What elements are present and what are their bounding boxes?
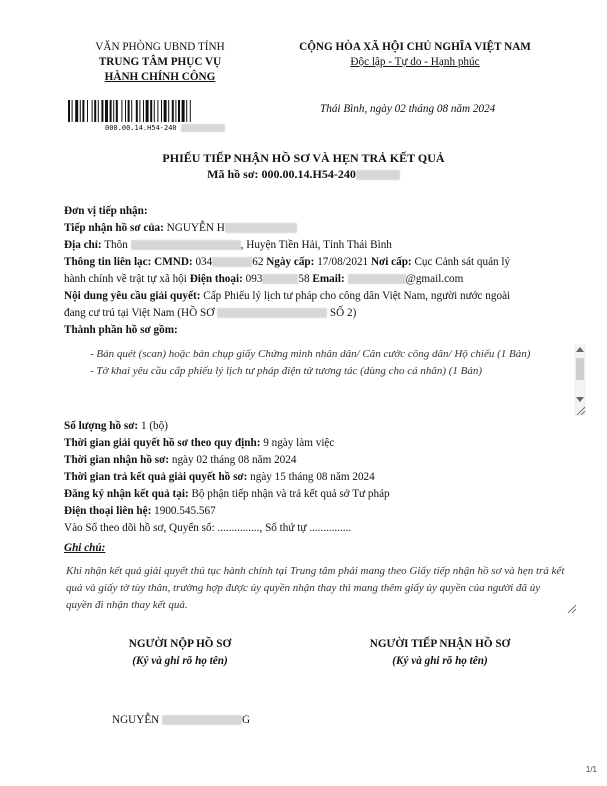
submitter-title: NGƯỜI NỘP HỒ SƠ	[128, 638, 232, 650]
cmnd-prefix: 034	[195, 256, 213, 268]
barcode-bar	[143, 100, 144, 122]
request-value: Cấp Phiếu lý lịch tư pháp cho công dân Việt Nam, người nước ngoài	[203, 290, 511, 302]
contact-row	[64, 254, 510, 271]
record-code-value: 000.00.14.H54-240	[261, 167, 356, 181]
received-value: ngày 02 tháng 08 năm 2024	[171, 454, 297, 466]
components-label: Thành phần hồ sơ gồm:	[64, 324, 178, 336]
phone-suffix: 58	[298, 273, 310, 285]
received-label: Thời gian nhận hồ sơ:	[64, 454, 170, 466]
national-motto: Độc lập - Tự do - Hạnh phúc	[350, 56, 480, 68]
cmnd-suffix: 62	[252, 256, 264, 268]
redacted-block	[348, 274, 406, 284]
document-title-block	[0, 150, 607, 182]
barcode-bar	[113, 100, 114, 122]
barcode-bar	[92, 100, 93, 122]
issue-place-value-2: hành chính về trật tự xã hội	[64, 273, 187, 285]
duration-label: Thời gian giải quyết hồ sơ theo quy định:	[64, 437, 261, 449]
barcode-bar	[175, 100, 176, 122]
barcode-bar	[110, 100, 112, 122]
document-title: PHIẾU TIẾP NHẬN HỒ SƠ VÀ HẸN TRẢ KẾT QUẢ	[162, 151, 445, 165]
barcode-bar	[136, 100, 138, 122]
barcode-bar	[146, 100, 149, 122]
redacted-block	[262, 274, 298, 284]
return-label: Thời gian trả kết quả giải quyết hồ sơ:	[64, 471, 248, 483]
agency-line-3-wrap	[60, 70, 260, 85]
redacted-block	[225, 223, 297, 233]
barcode-bar	[157, 100, 158, 122]
barcode-bar	[80, 100, 81, 122]
receiver-hint: (Ký và ghi rõ họ tên)	[392, 655, 488, 667]
address-row	[64, 237, 392, 254]
quantity-label: Số lượng hồ sơ:	[64, 420, 139, 432]
submitter-hint: (Ký và ghi rõ họ tên)	[132, 655, 228, 667]
phone-label: Điện thoại:	[189, 273, 243, 285]
record-code-label: Mã hồ sơ:	[207, 167, 259, 181]
scroll-down-icon[interactable]	[576, 397, 584, 402]
scroll-up-icon[interactable]	[576, 347, 584, 352]
issue-place-value: Cục Cảnh sát quản lý	[414, 256, 511, 268]
resize-handle-icon[interactable]	[566, 603, 576, 613]
receiver-title: NGƯỜI TIẾP NHẬN HỒ SƠ	[369, 638, 511, 650]
barcode-bar	[87, 100, 88, 122]
submitter-name	[112, 714, 250, 726]
barcode-image	[68, 100, 266, 122]
email-label: Email:	[312, 273, 345, 285]
barcode-bar	[68, 100, 70, 122]
receiver-row	[64, 220, 297, 237]
agency-line-1: VĂN PHÒNG UBND TỈNH	[95, 41, 225, 53]
page-number: 1/1	[585, 765, 597, 774]
component-item: - Bản quét (scan) hoặc bản chụp giấy Chứng minh nhân dân/ Căn cước công dân/ Hộ chiếu (1 Bản)	[90, 348, 531, 360]
redacted-block	[356, 170, 400, 180]
barcode-bar	[172, 100, 174, 122]
barcode-bar	[161, 100, 162, 122]
record-code	[0, 166, 607, 182]
unit-label: Đơn vị tiếp nhận:	[64, 205, 148, 217]
barcode-bar	[186, 100, 187, 122]
ledger-line: Vào Sổ theo dõi hồ sơ, Quyển số: ..............., Số thứ tự ...............	[64, 522, 352, 534]
barcode-bar	[150, 100, 152, 122]
request-label: Nội dung yêu cầu giải quyết:	[64, 290, 201, 302]
national-title: CỘNG HÒA XÃ HỘI CHỦ NGHĨA VIỆT NAM	[299, 41, 531, 53]
barcode-bar	[168, 100, 169, 122]
return-location-value: Bộ phận tiếp nhận và trả kết quả sở Tư pháp	[191, 488, 390, 500]
note-label: Ghi chú:	[64, 542, 106, 554]
quantity-value: 1 (bộ)	[140, 420, 168, 432]
request-row-2	[64, 305, 356, 322]
return-value: ngày 15 tháng 08 năm 2024	[250, 471, 375, 483]
contact-row-2	[64, 271, 463, 288]
barcode-bar	[128, 100, 130, 122]
return-location-row	[64, 486, 390, 503]
barcode-number	[105, 124, 225, 132]
duration-value: 9 ngày làm việc	[263, 437, 335, 449]
agency-line-2: TRUNG TÂM PHỤC VỤ	[98, 56, 222, 68]
received-row	[64, 452, 296, 469]
barcode-number-text: 000.00.14.H54-240	[105, 124, 177, 132]
barcode-bar	[131, 100, 132, 122]
request-value-2-prefix: đang cư trú tại Việt Nam (HỒ SƠ	[64, 307, 215, 319]
components-text	[90, 346, 558, 380]
barcode-bar	[125, 100, 126, 122]
note-text: Khi nhận kết quả giải quyết thủ tục hành chính tại Trung tâm phải mang theo Giấy tiếp nhận hồ sơ và hẹn trả kết quả và giấy tờ tùy thân, trường hợp được ủy quyền nhận thay thì mang thêm giấy ủy quyền của người đã ủy quyền đi nhận thay kết quả.	[66, 565, 565, 611]
agency-line-3: HÀNH CHÍNH CÔNG	[104, 71, 216, 83]
national-header	[270, 40, 560, 70]
barcode-bar	[182, 100, 185, 122]
hotline-value: 1900.545.567	[154, 505, 216, 517]
barcode-bar	[94, 100, 96, 122]
barcode-bar	[164, 100, 167, 122]
barcode-bar	[75, 100, 78, 122]
email-suffix: @gmail.com	[405, 273, 464, 285]
duration-row	[64, 435, 334, 452]
receiver-value: NGUYỄN H	[166, 222, 225, 234]
barcode-bar	[101, 100, 103, 122]
submitter-signature-block	[95, 636, 265, 670]
barcode-bar	[98, 100, 99, 122]
address-prefix: Thôn	[104, 239, 128, 251]
note-textarea[interactable]	[66, 563, 566, 614]
agency-header	[60, 40, 260, 85]
national-motto-wrap	[270, 55, 560, 70]
scroll-thumb[interactable]	[576, 358, 584, 380]
address-suffix: , Huyện Tiền Hải, Tỉnh Thái Bình	[240, 239, 392, 251]
barcode-bar	[139, 100, 140, 122]
barcode-bar	[116, 100, 118, 122]
barcode-bar	[154, 100, 155, 122]
quantity-row	[64, 418, 168, 435]
contact-label: Thông tin liên lạc: CMND:	[64, 256, 193, 268]
issue-date-label: Ngày cấp:	[266, 256, 315, 268]
request-value-2-suffix: SỐ 2)	[329, 307, 357, 319]
submitter-name-suffix: G	[242, 714, 251, 726]
redacted-block	[212, 257, 252, 267]
issue-date-value: 17/08/2021	[317, 256, 369, 268]
component-item: - Tờ khai yêu cầu cấp phiếu lý lịch tư pháp điện tử tương tác (dùng cho cá nhân) (1 Bản)	[90, 365, 483, 377]
components-textarea[interactable]	[66, 344, 586, 416]
receiver-label: Tiếp nhận hồ sơ của:	[64, 222, 164, 234]
issue-place-label: Nơi cấp:	[370, 256, 412, 268]
redacted-block	[162, 715, 242, 725]
return-location-label: Đăng ký nhận kết quả tại:	[64, 488, 189, 500]
barcode-bar	[105, 100, 108, 122]
barcode-bar	[178, 100, 180, 122]
resize-handle-icon[interactable]	[575, 405, 585, 415]
return-row	[64, 469, 375, 486]
phone-prefix: 093	[245, 273, 263, 285]
redacted-block	[181, 124, 225, 132]
barcode-bar	[190, 100, 191, 122]
request-row	[64, 288, 510, 305]
submitter-name-prefix: NGUYỄN	[112, 714, 160, 726]
address-label: Địa chỉ:	[64, 239, 102, 251]
barcode-bar	[72, 100, 73, 122]
hotline-label: Điện thoại liên hệ:	[64, 505, 152, 517]
barcode-bar	[121, 100, 122, 122]
place-date: Thái Bình, ngày 02 tháng 08 năm 2024	[320, 103, 496, 115]
redacted-block	[217, 308, 327, 318]
redacted-block	[131, 240, 241, 250]
hotline-row	[64, 503, 216, 520]
barcode-bar	[82, 100, 84, 122]
receiver-signature-block	[352, 636, 528, 670]
